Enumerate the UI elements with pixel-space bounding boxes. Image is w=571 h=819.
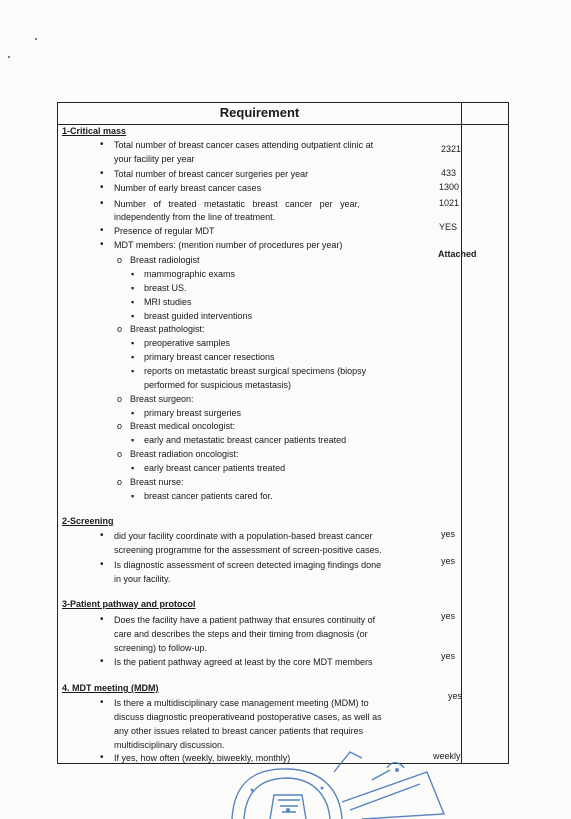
- list-item: • If yes, how often (weekly, biweekly, monthly): [114, 751, 290, 765]
- list-item-continued: your facility per year: [114, 154, 195, 164]
- mdt-member-label: o Breast pathologist:: [130, 322, 205, 336]
- answer-value: yes: [441, 556, 456, 566]
- official-stamp-icon: [222, 740, 552, 819]
- mdt-sub-item: ▪ reports on metastatic breast surgical specimens (biopsy: [144, 364, 366, 378]
- mdt-sub-item: ▪ MRI studies: [144, 295, 192, 309]
- answer-value: 1300: [439, 182, 460, 192]
- table-header-requirement: Requirement: [219, 105, 300, 120]
- answer-value: 1021: [439, 198, 460, 208]
- mdt-member-label: o Breast medical oncologist:: [130, 419, 235, 433]
- mdt-sub-item: ▪ early breast cancer patients treated: [144, 461, 285, 475]
- answer-value: 2321: [441, 144, 462, 154]
- answer-value: Attached: [438, 249, 477, 259]
- list-item-continued: screening programme for the assessment of screen-positive cases.: [114, 545, 382, 555]
- mdt-sub-item: ▪ breast cancer patients cared for.: [144, 489, 273, 503]
- section-title-pathway: 3-Patient pathway and protocol: [62, 599, 196, 609]
- answer-value: 433: [441, 168, 457, 178]
- list-item: • MDT members: (mention number of procedures per year): [114, 238, 342, 252]
- mdt-sub-item: ▪ primary breast cancer resections: [144, 350, 275, 364]
- scan-speck: [35, 38, 37, 40]
- list-item: • did your facility coordinate with a population-based breast cancer: [114, 529, 373, 543]
- mdt-sub-item-continued: performed for suspicious metastasis): [144, 380, 292, 390]
- section-title-mdm: 4. MDT meeting (MDM): [62, 683, 159, 693]
- mdt-sub-item: ▪ early and metastatic breast cancer patients treated: [144, 433, 346, 447]
- list-item: • Does the facility have a patient pathway that ensures continuity of: [114, 613, 375, 627]
- mdt-member-label: o Breast radiologist: [130, 253, 200, 267]
- mdt-sub-item: ▪ preoperative samples: [144, 336, 230, 350]
- mdt-sub-item: ▪ breast guided interventions: [144, 309, 252, 323]
- list-item: • Number of treated metastatic breast cancer per year,: [114, 197, 360, 211]
- mdt-member-label: o Breast radiation oncologist:: [130, 447, 239, 461]
- list-item: • Total number of breast cancer cases attending outpatient clinic at: [114, 138, 373, 152]
- list-item-continued: discuss diagnostic preoperativeand postoperative cases, as well as: [114, 712, 382, 722]
- mdt-sub-item: ▪ mammographic exams: [144, 267, 235, 281]
- list-item-continued: care and describes the steps and their timing from diagnosis (or: [114, 629, 368, 639]
- list-item: • Is diagnostic assessment of screen detected imaging findings done: [114, 558, 381, 572]
- mdt-member-label: o Breast nurse:: [130, 475, 184, 489]
- answer-value: weekly: [433, 751, 461, 761]
- list-item-continued: screening) to follow-up.: [114, 643, 208, 653]
- list-item: • Is there a multidisciplinary case management meeting (MDM) to: [114, 696, 369, 710]
- list-item: • Is the patient pathway agreed at least by the core MDT members: [114, 655, 372, 669]
- list-item-continued: multidisciplinary discussion.: [114, 740, 225, 750]
- mdt-member-label: o Breast surgeon:: [130, 392, 194, 406]
- section-title-critical-mass: 1-Critical mass: [62, 126, 127, 136]
- list-item: • Total number of breast cancer surgeries per year: [114, 167, 308, 181]
- list-item-continued: in your facility.: [114, 574, 171, 584]
- list-item-continued: independently from the line of treatment.: [114, 212, 276, 222]
- answer-value: yes: [441, 611, 456, 621]
- mdt-sub-item: ▪ breast US.: [144, 281, 187, 295]
- answer-value: YES: [439, 222, 458, 232]
- list-item: • Presence of regular MDT: [114, 224, 215, 238]
- section-title-screening: 2-Screening: [62, 516, 114, 526]
- mdt-sub-item: ▪ primary breast surgeries: [144, 406, 241, 420]
- list-item: • Number of early breast cancer cases: [114, 181, 261, 195]
- answer-value: yes: [448, 691, 463, 701]
- requirements-table: [57, 102, 509, 764]
- answer-value: yes: [441, 651, 456, 661]
- answer-value: yes: [441, 529, 456, 539]
- list-item-continued: any other issues related to breast cancer patients that requires: [114, 726, 364, 736]
- column-divider: [461, 103, 462, 763]
- scan-speck: [8, 56, 10, 58]
